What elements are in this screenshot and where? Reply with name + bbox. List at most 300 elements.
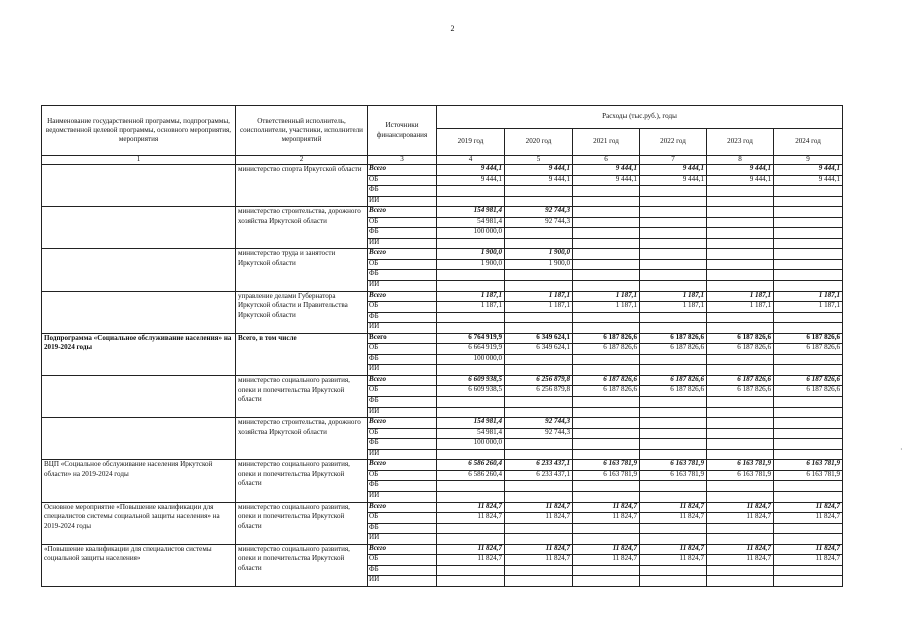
amount-cell-2021 [573, 449, 640, 460]
amount-cell-2020: 92 744,3 [505, 428, 573, 439]
amount-cell-2022 [640, 249, 707, 260]
amount-cell-2023 [707, 196, 774, 207]
amount-cell-2023 [707, 397, 774, 408]
funding-source-cell: Всего [368, 375, 437, 386]
amount-cell-2022 [640, 228, 707, 239]
amount-cell-2024: 11 824,7 [774, 544, 843, 555]
amount-cell-2020 [505, 407, 573, 418]
amount-cell-2021: 6 187 826,6 [573, 333, 640, 344]
amount-cell-2019: 6 586 260,4 [437, 460, 505, 471]
header-index-row [42, 156, 843, 165]
header-program-name: Наименование государственной программы, подпрограммы, ведомственной целевой программы, основного мероприятия, мероприятия [42, 106, 236, 156]
funding-source-cell: ФБ [368, 397, 437, 408]
amount-cell-2021 [573, 354, 640, 365]
amount-cell-2021: 11 824,7 [573, 555, 640, 566]
program-name-cell [42, 375, 236, 417]
amount-cell-2021: 6 187 826,6 [573, 344, 640, 355]
amount-cell-2024 [774, 323, 843, 334]
amount-cell-2021 [573, 481, 640, 492]
amount-cell-2023: 11 824,7 [707, 502, 774, 513]
funding-source-cell: Всего [368, 207, 437, 218]
amount-cell-2024 [774, 249, 843, 260]
table-row [42, 165, 843, 176]
amount-cell-2019 [437, 491, 505, 502]
amount-cell-2019: 54 981,4 [437, 428, 505, 439]
funding-source-cell: ОБ [368, 302, 437, 313]
amount-cell-2024 [774, 207, 843, 218]
amount-cell-2024 [774, 418, 843, 429]
funding-source-cell: ИИ [368, 365, 437, 376]
amount-cell-2024 [774, 196, 843, 207]
amount-cell-2020 [505, 449, 573, 460]
funding-source-cell: ИИ [368, 196, 437, 207]
amount-cell-2019: 9 444,1 [437, 175, 505, 186]
funding-source-cell: ИИ [368, 238, 437, 249]
amount-cell-2020: 6 349 624,1 [505, 333, 573, 344]
amount-cell-2020 [505, 228, 573, 239]
program-name-cell [42, 418, 236, 460]
funding-source-cell: ОБ [368, 555, 437, 566]
amount-cell-2020: 92 744,3 [505, 207, 573, 218]
amount-cell-2020: 11 824,7 [505, 544, 573, 555]
amount-cell-2019: 54 981,4 [437, 217, 505, 228]
executor-cell: министерство строительства, дорожного хозяйства Иркутской области [236, 418, 368, 460]
amount-cell-2022: 11 824,7 [640, 502, 707, 513]
amount-cell-2020 [505, 186, 573, 197]
amount-cell-2024 [774, 354, 843, 365]
funding-source-cell: Всего [368, 165, 437, 176]
funding-source-cell: ФБ [368, 565, 437, 576]
amount-cell-2020: 9 444,1 [505, 165, 573, 176]
amount-cell-2021 [573, 428, 640, 439]
amount-cell-2019: 6 764 919,9 [437, 333, 505, 344]
amount-cell-2019: 100 000,0 [437, 439, 505, 450]
amount-cell-2023 [707, 312, 774, 323]
header-year-1: 2019 год [437, 129, 505, 156]
program-name-cell: Подпрограмма «Социальное обслуживание населения» на 2019-2024 годы [42, 333, 236, 375]
funding-source-cell: ФБ [368, 523, 437, 534]
table-row [42, 544, 843, 555]
header-row [42, 106, 843, 129]
amount-cell-2021 [573, 196, 640, 207]
table-row [42, 375, 843, 386]
amount-cell-2021 [573, 523, 640, 534]
amount-cell-2022 [640, 534, 707, 545]
amount-cell-2019: 154 981,4 [437, 207, 505, 218]
amount-cell-2020: 1 900,0 [505, 249, 573, 260]
amount-cell-2021 [573, 397, 640, 408]
funding-source-cell: ИИ [368, 323, 437, 334]
amount-cell-2020: 92 744,3 [505, 217, 573, 228]
funding-source-cell: ИИ [368, 534, 437, 545]
amount-cell-2020: 11 824,7 [505, 513, 573, 524]
amount-cell-2020: 11 824,7 [505, 555, 573, 566]
amount-cell-2021 [573, 365, 640, 376]
amount-cell-2022 [640, 186, 707, 197]
amount-cell-2020 [505, 238, 573, 249]
table-row [42, 502, 843, 513]
amount-cell-2020: 1 187,1 [505, 302, 573, 313]
amount-cell-2020: 6 233 437,1 [505, 460, 573, 471]
executor-cell: управление делами Губернатора Иркутской области и Правительства Иркутской области [236, 291, 368, 333]
amount-cell-2023 [707, 238, 774, 249]
amount-cell-2021 [573, 207, 640, 218]
amount-cell-2020 [505, 365, 573, 376]
table-row [42, 291, 843, 302]
amount-cell-2024: 1 187,1 [774, 302, 843, 313]
funding-source-cell: ОБ [368, 217, 437, 228]
column-index-3: 3 [368, 156, 437, 165]
funding-source-cell: Всего [368, 333, 437, 344]
funding-source-cell: Всего [368, 460, 437, 471]
program-name-cell [42, 165, 236, 207]
column-index-9: 9 [774, 156, 843, 165]
amount-cell-2024 [774, 312, 843, 323]
funding-source-cell: ОБ [368, 386, 437, 397]
amount-cell-2023 [707, 534, 774, 545]
amount-cell-2022: 11 824,7 [640, 544, 707, 555]
amount-cell-2020: 1 900,0 [505, 259, 573, 270]
funding-source-cell: ФБ [368, 312, 437, 323]
amount-cell-2019: 100 000,0 [437, 354, 505, 365]
amount-cell-2024 [774, 228, 843, 239]
executor-cell: министерство социального развития, опеки и попечительства Иркутской области [236, 375, 368, 417]
amount-cell-2020 [505, 534, 573, 545]
amount-cell-2022 [640, 365, 707, 376]
executor-cell: министерство социального развития, опеки и попечительства Иркутской области [236, 502, 368, 544]
amount-cell-2022: 6 187 826,6 [640, 375, 707, 386]
amount-cell-2022 [640, 565, 707, 576]
amount-cell-2024: 1 187,1 [774, 291, 843, 302]
amount-cell-2022 [640, 207, 707, 218]
amount-cell-2019 [437, 238, 505, 249]
amount-cell-2021 [573, 217, 640, 228]
amount-cell-2022 [640, 270, 707, 281]
amount-cell-2022 [640, 323, 707, 334]
amount-cell-2021: 6 187 826,6 [573, 386, 640, 397]
amount-cell-2024 [774, 534, 843, 545]
amount-cell-2019 [437, 523, 505, 534]
amount-cell-2022: 11 824,7 [640, 555, 707, 566]
amount-cell-2019: 6 664 919,9 [437, 344, 505, 355]
amount-cell-2019: 6 609 938,5 [437, 386, 505, 397]
amount-cell-2024 [774, 565, 843, 576]
amount-cell-2021: 11 824,7 [573, 513, 640, 524]
header-executor: Ответственный исполнитель, соисполнители, участники, исполнители мероприятий [236, 106, 368, 156]
amount-cell-2020 [505, 481, 573, 492]
amount-cell-2020 [505, 491, 573, 502]
amount-cell-2020 [505, 439, 573, 450]
amount-cell-2023 [707, 481, 774, 492]
amount-cell-2024: 6 187 826,6 [774, 333, 843, 344]
amount-cell-2019: 1 187,1 [437, 291, 505, 302]
page-number: 2 [450, 24, 455, 33]
column-index-2: 2 [236, 156, 368, 165]
program-name-cell [42, 249, 236, 291]
amount-cell-2024: 6 163 781,9 [774, 470, 843, 481]
amount-cell-2021 [573, 565, 640, 576]
amount-cell-2022 [640, 407, 707, 418]
amount-cell-2023 [707, 281, 774, 292]
amount-cell-2020: 6 256 879,8 [505, 386, 573, 397]
funding-source-cell: Всего [368, 544, 437, 555]
amount-cell-2021 [573, 281, 640, 292]
funding-source-cell: ИИ [368, 576, 437, 587]
amount-cell-2022 [640, 312, 707, 323]
amount-cell-2020 [505, 354, 573, 365]
amount-cell-2021 [573, 418, 640, 429]
amount-cell-2022: 6 187 826,6 [640, 386, 707, 397]
amount-cell-2024: 6 187 826,6 [774, 386, 843, 397]
executor-cell: министерство социального развития, опеки и попечительства Иркутской области [236, 460, 368, 502]
funding-source-cell: ОБ [368, 470, 437, 481]
amount-cell-2024: 11 824,7 [774, 502, 843, 513]
amount-cell-2019 [437, 565, 505, 576]
amount-cell-2022 [640, 449, 707, 460]
amount-cell-2021 [573, 228, 640, 239]
amount-cell-2022: 1 187,1 [640, 302, 707, 313]
amount-cell-2019 [437, 186, 505, 197]
funding-source-cell: ФБ [368, 228, 437, 239]
amount-cell-2023: 1 187,1 [707, 302, 774, 313]
amount-cell-2019 [437, 270, 505, 281]
funding-source-cell: Всего [368, 418, 437, 429]
amount-cell-2021: 11 824,7 [573, 544, 640, 555]
amount-cell-2024: 11 824,7 [774, 555, 843, 566]
funding-source-cell: Всего [368, 502, 437, 513]
amount-cell-2020: 6 233 437,1 [505, 470, 573, 481]
amount-cell-2020 [505, 323, 573, 334]
amount-cell-2021 [573, 249, 640, 260]
column-index-4: 4 [437, 156, 505, 165]
amount-cell-2019: 9 444,1 [437, 165, 505, 176]
amount-cell-2020 [505, 312, 573, 323]
amount-cell-2019: 11 824,7 [437, 513, 505, 524]
amount-cell-2023 [707, 449, 774, 460]
amount-cell-2022 [640, 418, 707, 429]
column-index-7: 7 [640, 156, 707, 165]
amount-cell-2023 [707, 439, 774, 450]
amount-cell-2019 [437, 365, 505, 376]
amount-cell-2020: 92 744,3 [505, 418, 573, 429]
header-year-6: 2024 год [774, 129, 843, 156]
amount-cell-2024 [774, 217, 843, 228]
amount-cell-2024: 11 824,7 [774, 513, 843, 524]
amount-cell-2021 [573, 312, 640, 323]
executor-cell: министерство труда и занятости Иркутской области [236, 249, 368, 291]
amount-cell-2023 [707, 565, 774, 576]
header-year-2: 2020 год [505, 129, 573, 156]
margin-mark: · [900, 445, 903, 454]
amount-cell-2021 [573, 270, 640, 281]
amount-cell-2024: 6 187 826,6 [774, 375, 843, 386]
amount-cell-2023 [707, 228, 774, 239]
amount-cell-2024: 9 444,1 [774, 175, 843, 186]
amount-cell-2023: 6 187 826,6 [707, 344, 774, 355]
amount-cell-2021: 6 187 826,6 [573, 375, 640, 386]
amount-cell-2022 [640, 439, 707, 450]
amount-cell-2022 [640, 576, 707, 587]
amount-cell-2019: 154 981,4 [437, 418, 505, 429]
funding-source-cell: ФБ [368, 186, 437, 197]
funding-source-cell: ФБ [368, 439, 437, 450]
table-row [42, 333, 843, 344]
funding-source-cell: ИИ [368, 281, 437, 292]
amount-cell-2024 [774, 428, 843, 439]
program-name-cell [42, 207, 236, 249]
amount-cell-2022 [640, 281, 707, 292]
table-row [42, 207, 843, 218]
amount-cell-2019 [437, 449, 505, 460]
amount-cell-2021 [573, 534, 640, 545]
funding-source-cell: ОБ [368, 428, 437, 439]
amount-cell-2023 [707, 186, 774, 197]
amount-cell-2022: 9 444,1 [640, 175, 707, 186]
amount-cell-2021: 11 824,7 [573, 502, 640, 513]
amount-cell-2019 [437, 576, 505, 587]
amount-cell-2019: 1 900,0 [437, 249, 505, 260]
amount-cell-2019 [437, 312, 505, 323]
column-index-1: 1 [42, 156, 236, 165]
amount-cell-2023 [707, 217, 774, 228]
amount-cell-2023: 11 824,7 [707, 544, 774, 555]
amount-cell-2024 [774, 365, 843, 376]
amount-cell-2023: 1 187,1 [707, 291, 774, 302]
funding-source-cell: ИИ [368, 449, 437, 460]
amount-cell-2021 [573, 576, 640, 587]
amount-cell-2019: 100 000,0 [437, 228, 505, 239]
funding-source-cell: ИИ [368, 407, 437, 418]
amount-cell-2019 [437, 196, 505, 207]
amount-cell-2024: 6 163 781,9 [774, 460, 843, 471]
amount-cell-2023: 6 187 826,6 [707, 386, 774, 397]
amount-cell-2021: 1 187,1 [573, 302, 640, 313]
amount-cell-2023 [707, 418, 774, 429]
program-name-cell: ВЦП «Социальное обслуживание населения Иркутской области» на 2019-2024 годы [42, 460, 236, 502]
amount-cell-2022 [640, 481, 707, 492]
funding-source-cell: ФБ [368, 481, 437, 492]
amount-cell-2022 [640, 196, 707, 207]
program-name-cell: Основное мероприятие «Повышение квалификации для специалистов системы социальной защиты населения» на 2019-2024 годы [42, 502, 236, 544]
amount-cell-2022 [640, 259, 707, 270]
amount-cell-2021 [573, 186, 640, 197]
amount-cell-2024 [774, 576, 843, 587]
funding-source-cell: ОБ [368, 344, 437, 355]
funding-source-cell: Всего [368, 291, 437, 302]
amount-cell-2020 [505, 270, 573, 281]
amount-cell-2019 [437, 534, 505, 545]
amount-cell-2023 [707, 270, 774, 281]
amount-cell-2024 [774, 259, 843, 270]
amount-cell-2023: 11 824,7 [707, 555, 774, 566]
amount-cell-2020 [505, 523, 573, 534]
column-index-5: 5 [505, 156, 573, 165]
amount-cell-2023: 6 187 826,6 [707, 333, 774, 344]
amount-cell-2023: 6 163 781,9 [707, 470, 774, 481]
amount-cell-2021: 9 444,1 [573, 165, 640, 176]
amount-cell-2019 [437, 397, 505, 408]
amount-cell-2020 [505, 576, 573, 587]
amount-cell-2023 [707, 576, 774, 587]
amount-cell-2022 [640, 354, 707, 365]
table-row [42, 460, 843, 471]
funding-source-cell: ОБ [368, 175, 437, 186]
amount-cell-2024 [774, 491, 843, 502]
amount-cell-2023 [707, 207, 774, 218]
header-expenses: Расходы (тыс.руб.), годы [437, 106, 843, 129]
amount-cell-2022 [640, 491, 707, 502]
table-row [42, 249, 843, 260]
amount-cell-2019 [437, 323, 505, 334]
amount-cell-2019: 6 586 260,4 [437, 470, 505, 481]
amount-cell-2023 [707, 365, 774, 376]
amount-cell-2020: 6 256 879,8 [505, 375, 573, 386]
amount-cell-2023 [707, 523, 774, 534]
program-name-cell [42, 291, 236, 333]
amount-cell-2020: 11 824,7 [505, 502, 573, 513]
table-row [42, 418, 843, 429]
amount-cell-2024: 9 444,1 [774, 165, 843, 176]
header-year-5: 2023 год [707, 129, 774, 156]
amount-cell-2022 [640, 217, 707, 228]
amount-cell-2024 [774, 397, 843, 408]
amount-cell-2019: 6 609 938,5 [437, 375, 505, 386]
amount-cell-2021: 9 444,1 [573, 175, 640, 186]
amount-cell-2019: 11 824,7 [437, 544, 505, 555]
amount-cell-2020 [505, 397, 573, 408]
amount-cell-2024 [774, 449, 843, 460]
header-year-4: 2022 год [640, 129, 707, 156]
executor-cell: министерство спорта Иркутской области [236, 165, 368, 207]
amount-cell-2021 [573, 407, 640, 418]
executor-cell: министерство социального развития, опеки и попечительства Иркутской области [236, 544, 368, 586]
funding-source-cell: ОБ [368, 259, 437, 270]
amount-cell-2022: 1 187,1 [640, 291, 707, 302]
column-index-6: 6 [573, 156, 640, 165]
header-year-3: 2021 год [573, 129, 640, 156]
amount-cell-2021 [573, 323, 640, 334]
amount-cell-2022: 11 824,7 [640, 513, 707, 524]
amount-cell-2023 [707, 491, 774, 502]
amount-cell-2022: 6 163 781,9 [640, 460, 707, 471]
amount-cell-2022 [640, 523, 707, 534]
amount-cell-2023 [707, 249, 774, 260]
column-index-8: 8 [707, 156, 774, 165]
amount-cell-2022: 6 187 826,6 [640, 344, 707, 355]
budget-table [41, 105, 843, 587]
amount-cell-2024: 6 187 826,6 [774, 344, 843, 355]
amount-cell-2022: 6 187 826,6 [640, 333, 707, 344]
amount-cell-2023 [707, 259, 774, 270]
funding-source-cell: ИИ [368, 491, 437, 502]
amount-cell-2023 [707, 354, 774, 365]
funding-source-cell: ФБ [368, 354, 437, 365]
program-name-cell: «Повышение квалификации для специалистов системы социальной защиты населения» [42, 544, 236, 586]
header-funding-source: Источники финансирования [368, 106, 437, 156]
amount-cell-2022 [640, 238, 707, 249]
amount-cell-2019: 11 824,7 [437, 502, 505, 513]
amount-cell-2021 [573, 238, 640, 249]
amount-cell-2021 [573, 439, 640, 450]
amount-cell-2024 [774, 481, 843, 492]
amount-cell-2019: 1 187,1 [437, 302, 505, 313]
amount-cell-2024 [774, 270, 843, 281]
amount-cell-2019: 11 824,7 [437, 555, 505, 566]
amount-cell-2022: 6 163 781,9 [640, 470, 707, 481]
amount-cell-2023 [707, 323, 774, 334]
amount-cell-2020 [505, 281, 573, 292]
amount-cell-2023: 11 824,7 [707, 513, 774, 524]
